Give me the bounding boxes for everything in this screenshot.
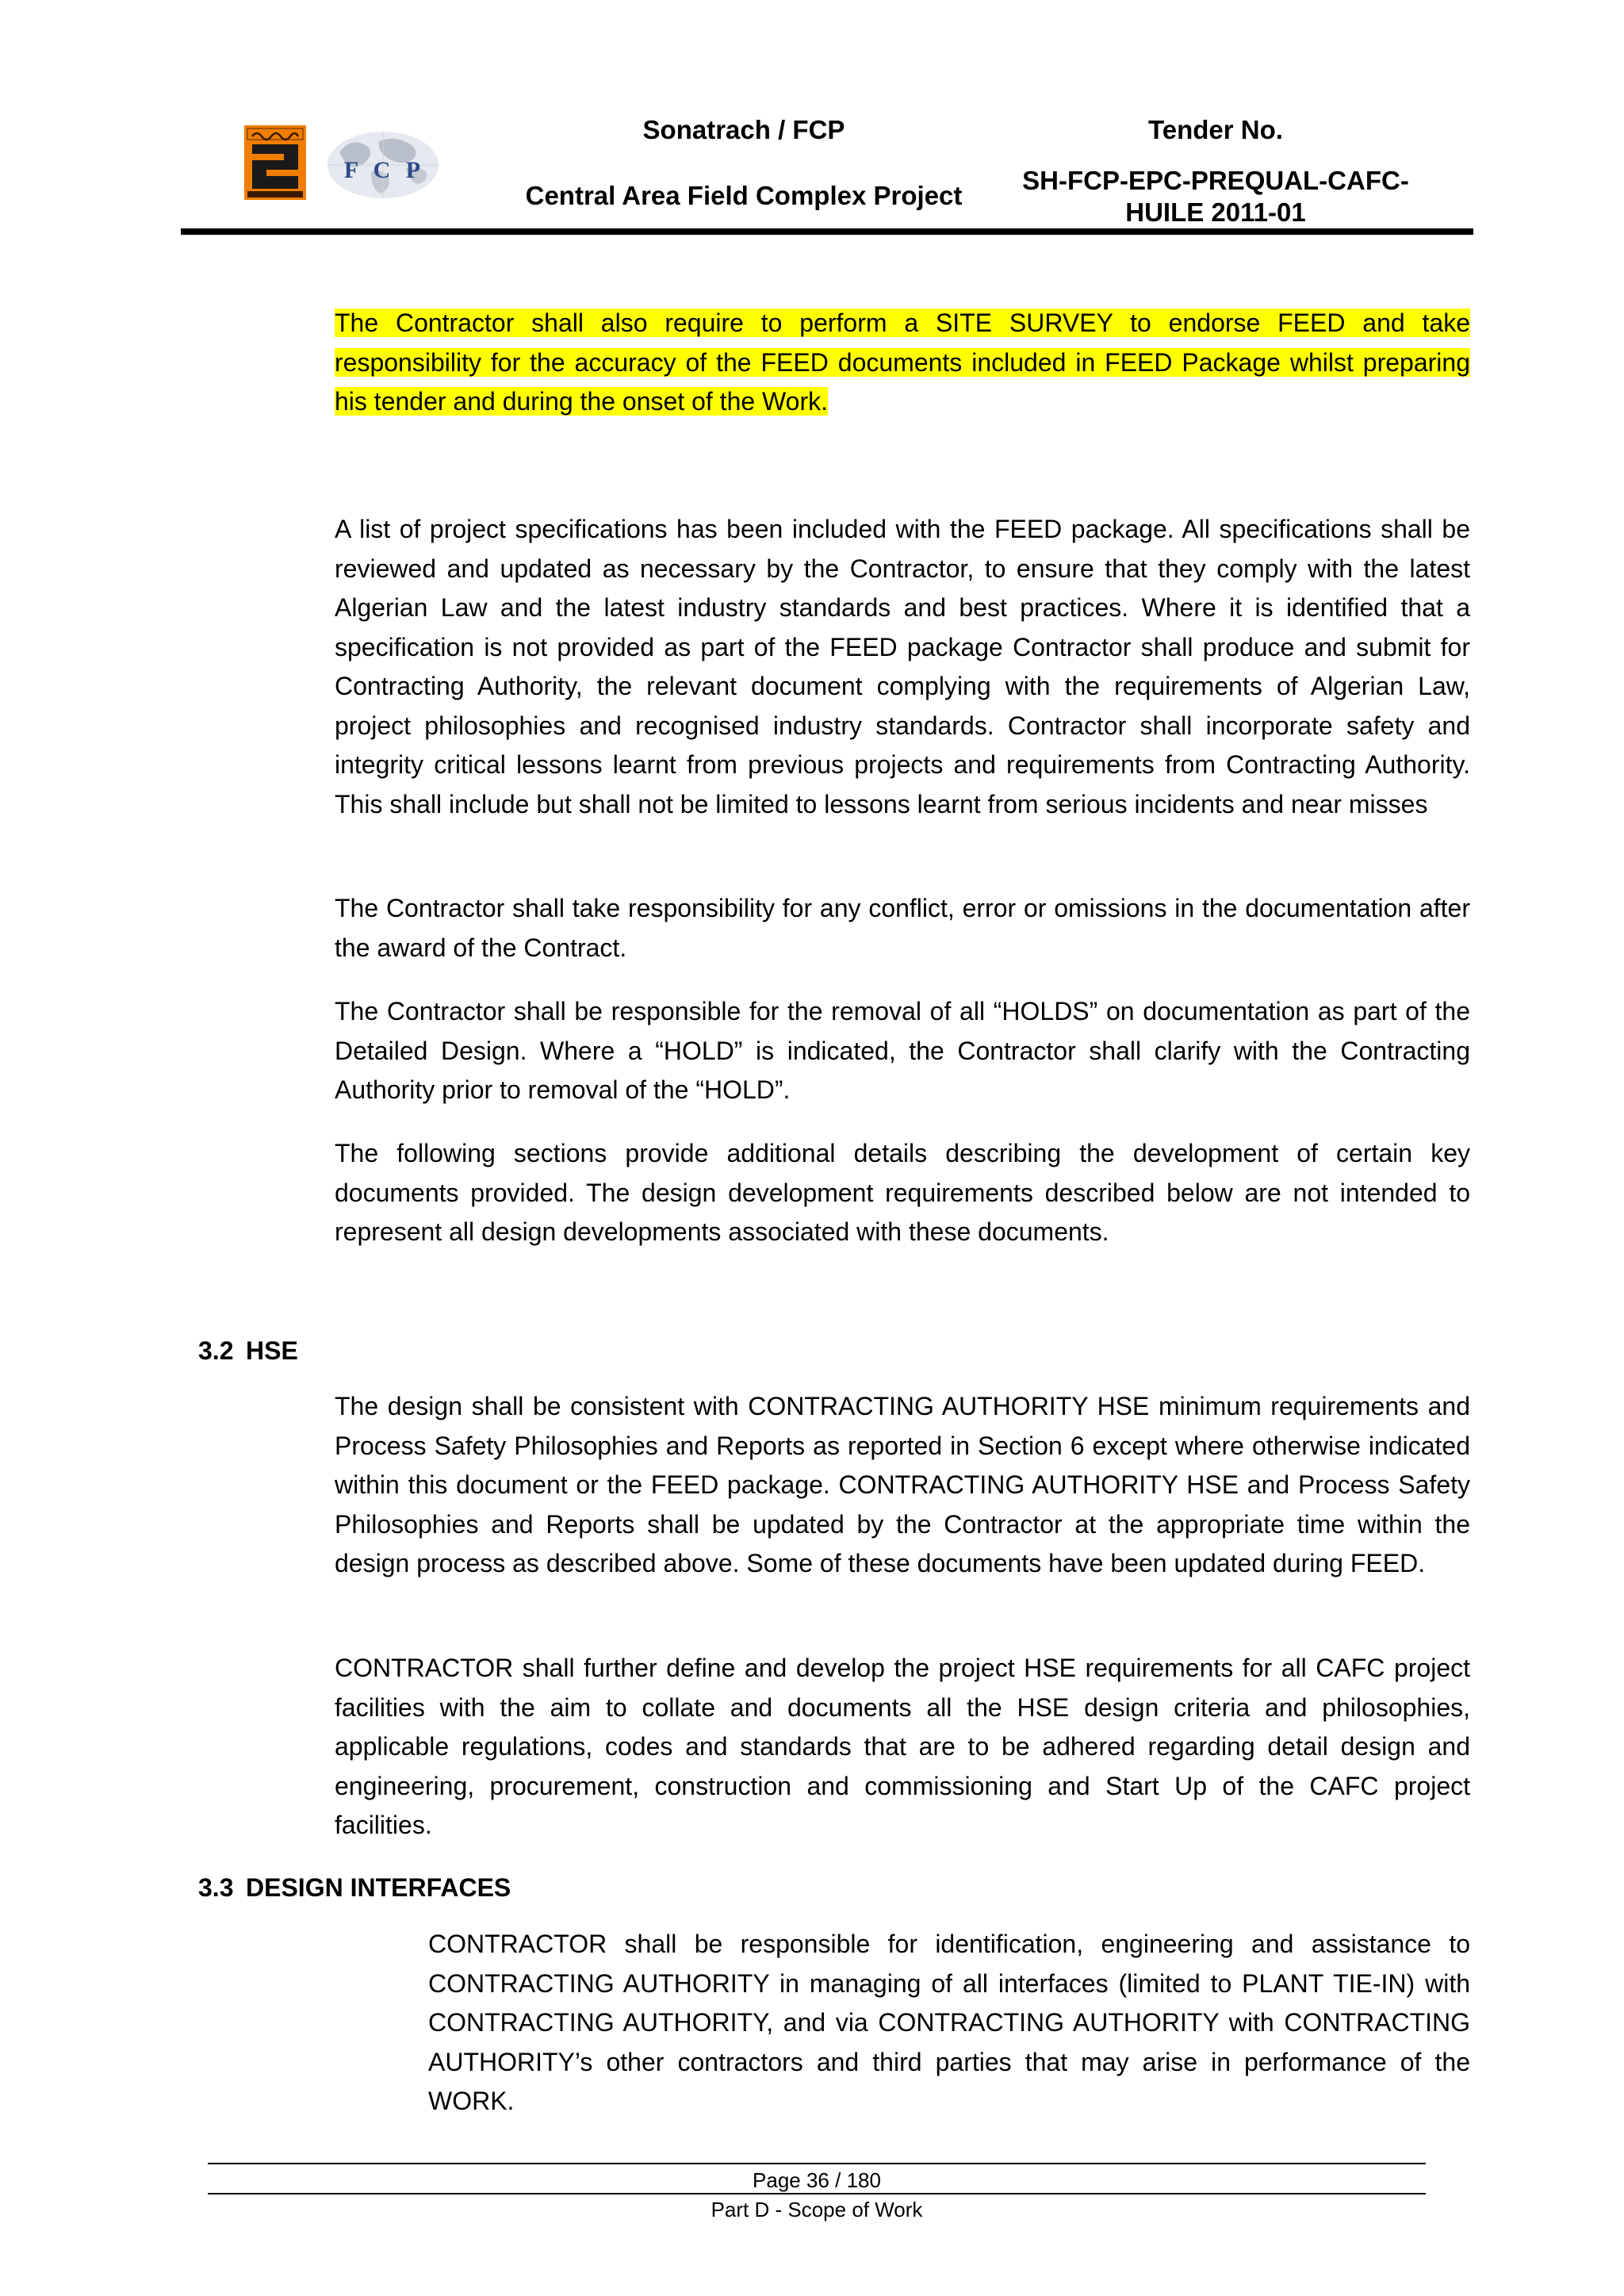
footer-page-number: Page 36 / 180: [753, 2168, 881, 2192]
header-tender-label: Tender No.: [1148, 115, 1283, 144]
header-rule: [181, 228, 1473, 235]
header-tender-number: SH-FCP-EPC-PREQUAL-CAFC-HUILE 2011-01: [1022, 166, 1409, 227]
header-company: Sonatrach / FCP: [642, 115, 845, 144]
paragraph-hse-design: The design shall be consistent with CONTRACTING AUTHORITY HSE minimum requirements and Process Safety Philosophies and Reports as reported in Section 6 except where otherwise indicated within this document or the FEED package. CONTRACTING AUTHORITY HSE and Process Safety Philosophies and Reports shall be updated by the Contractor at the appropriate time within the design process as described above. Some of these documents have been updated during FEED.: [335, 1392, 1470, 1577]
fcp-logo-text: F C P: [343, 157, 426, 183]
sonatrach-logo-icon: [244, 125, 306, 200]
section-title: DESIGN INTERFACES: [246, 1873, 511, 1902]
fcp-logo: [324, 128, 442, 201]
section-title: HSE: [246, 1336, 298, 1365]
paragraph-following-sections: The following sections provide additional details describing the development of certain key documents provided. The design development requirements described below are not intended to represent all design developments associated with these documents.: [335, 1139, 1470, 1246]
highlighted-text: The Contractor shall also require to perform a SITE SURVEY to endorse FEED and take responsibility for the accuracy of the FEED documents included in FEED Package whilst preparing his tender and during the onset of the Work.: [335, 309, 1470, 416]
footer-rule-bottom: [208, 2193, 1426, 2194]
footer-part-label: Part D - Scope of Work: [710, 2198, 923, 2221]
section-number: 3.2: [198, 1336, 234, 1365]
paragraph-design-interfaces: CONTRACTOR shall be responsible for identification, engineering and assistance to CONTRACTING AUTHORITY in managing of all interfaces (limited to PLANT TIE-IN) with CONTRACTING AUTHORITY, and via CONTRACTING AUTHORITY with CONTRACTING AUTHORITY’s other contractors and third parties that may arise in performance of the WORK.: [428, 1930, 1470, 2115]
paragraph-responsibility: The Contractor shall take responsibility for any conflict, error or omissions in the documentation after the award of the Contract.: [335, 894, 1470, 962]
footer-rule-top: [208, 2163, 1426, 2164]
paragraph-holds: The Contractor shall be responsible for the removal of all “HOLDS” on documentation as part of the Detailed Design. Where a “HOLD” is indicated, the Contractor shall clarify with the Contracting Authority prior to removal of the “HOLD”.: [335, 997, 1470, 1104]
paragraph-site-survey: [335, 304, 1470, 422]
page-header: [181, 95, 1473, 235]
section-heading-hse: [198, 1335, 298, 1366]
paragraph-specifications: A list of project specifications has been included with the FEED package. All specifications shall be reviewed and updated as necessary by the Contractor, to ensure that they comply with the latest Algerian Law and the latest industry standards and best practices. Where it is identified that a specification is not provided as part of the FEED package Contractor shall produce and submit for Contracting Authority, the relevant document complying with the requirements of Algerian Law, project philosophies and recognised industry standards. Contractor shall incorporate safety and integrity critical lessons learnt from previous projects and requirements from Contracting Authority. This shall include but shall not be limited to lessons learnt from serious incidents and near misses: [335, 515, 1470, 818]
sonatrach-logo: [244, 125, 306, 200]
section-heading-design-interfaces: [198, 1872, 511, 1903]
header-project: Central Area Field Complex Project: [525, 181, 963, 210]
section-number: 3.3: [198, 1873, 234, 1902]
paragraph-hse-requirements: CONTRACTOR shall further define and develop the project HSE requirements for all CAFC project facilities with the aim to collate and documents all the HSE design criteria and philosophies, applicable regulations, codes and standards that are to be adhered regarding detail design and engineering, procurement, construction and commissioning and Start Up of the CAFC project facilities.: [335, 1654, 1470, 1839]
